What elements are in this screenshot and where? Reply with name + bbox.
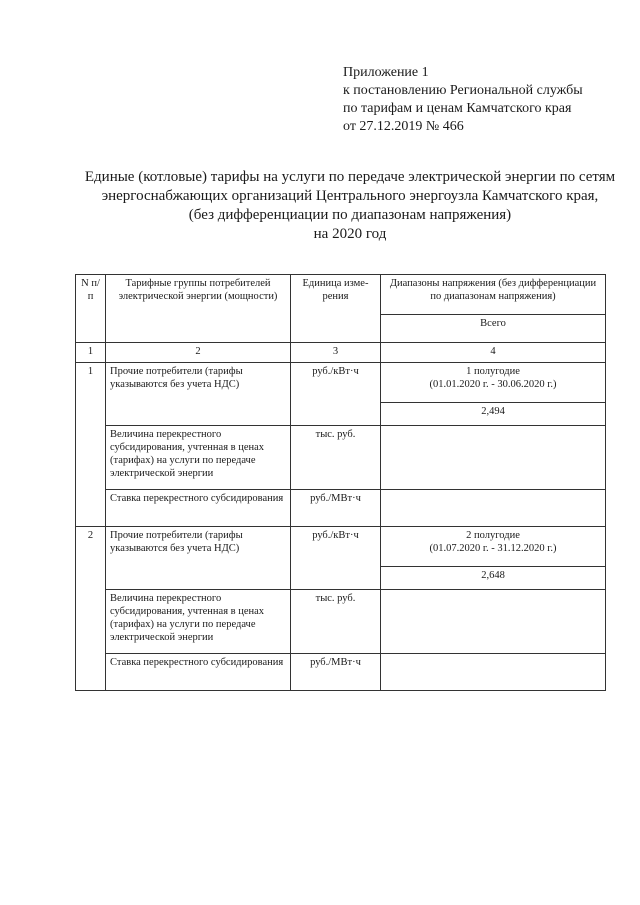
document-title [70, 168, 630, 244]
empty-cell [381, 426, 606, 490]
subsidy-unit: тыс. руб. [291, 590, 381, 654]
table-header-row [76, 275, 606, 315]
consumer-unit: руб./кВт·ч [291, 363, 381, 426]
empty-cell [381, 490, 606, 527]
row-num: 1 [76, 363, 106, 527]
appendix-line: по тарифам и ценам Камчатского края [343, 101, 572, 116]
subsidy-label: Величина перекрестного субсидирования, учтенная в ценах (тарифах) на услуги по передаче электрической энергии [106, 426, 291, 490]
period-cell [381, 363, 606, 403]
period-label: 2 полугодие [466, 530, 520, 541]
consumer-label: Прочие потребители (тарифы указываются без учета НДС) [106, 527, 291, 590]
period-dates: (01.07.2020 г. - 31.12.2020 г.) [429, 543, 557, 554]
tariff-value: 2,494 [381, 403, 606, 426]
title-line: на 2020 год [313, 226, 387, 242]
rate-unit: руб./МВт·ч [291, 490, 381, 527]
consumer-label: Прочие потребители (тарифы указываются без учета НДС) [106, 363, 291, 426]
tariff-table [75, 274, 606, 691]
col-number: 4 [381, 343, 606, 363]
appendix-header [343, 64, 633, 136]
title-line: (без дифференциации по диапазонам напряжения) [188, 207, 512, 223]
header-unit: Единица изме-рения [291, 275, 381, 343]
header-num: N п/п [76, 275, 106, 343]
col-number: 1 [76, 343, 106, 363]
table-row [76, 363, 606, 403]
empty-cell [381, 590, 606, 654]
consumer-unit: руб./кВт·ч [291, 527, 381, 590]
column-number-row [76, 343, 606, 363]
empty-cell [381, 654, 606, 691]
header-group: Тарифные группы потребителей электрической энергии (мощности) [106, 275, 291, 343]
header-ranges: Диапазоны напряжения (без дифференциации по диапазонам напряжения) [381, 275, 606, 315]
col-number: 2 [106, 343, 291, 363]
period-dates: (01.01.2020 г. - 30.06.2020 г.) [429, 379, 557, 390]
subsidy-label: Величина перекрестного субсидирования, учтенная в ценах (тарифах) на услуги по передаче электрической энергии [106, 590, 291, 654]
table-row [76, 490, 606, 527]
header-total: Всего [381, 315, 606, 343]
title-line: энергоснабжающих организаций Центрального энергоузла Камчатского края, [101, 188, 599, 204]
rate-label: Ставка перекрестного субсидирования [106, 654, 291, 691]
rate-label: Ставка перекрестного субсидирования [106, 490, 291, 527]
table-row [76, 654, 606, 691]
subsidy-unit: тыс. руб. [291, 426, 381, 490]
col-number: 3 [291, 343, 381, 363]
table-row [76, 426, 606, 490]
period-cell [381, 527, 606, 567]
table-row [76, 590, 606, 654]
period-label: 1 полугодие [466, 366, 520, 377]
appendix-line: Приложение 1 [343, 65, 429, 80]
row-num: 2 [76, 527, 106, 691]
rate-unit: руб./МВт·ч [291, 654, 381, 691]
table-row [76, 527, 606, 567]
appendix-line: от 27.12.2019 № 466 [343, 119, 464, 134]
tariff-value: 2,648 [381, 567, 606, 590]
appendix-line: к постановлению Региональной службы [343, 83, 583, 98]
title-line: Единые (котловые) тарифы на услуги по передаче электрической энергии по сетям [84, 169, 616, 185]
